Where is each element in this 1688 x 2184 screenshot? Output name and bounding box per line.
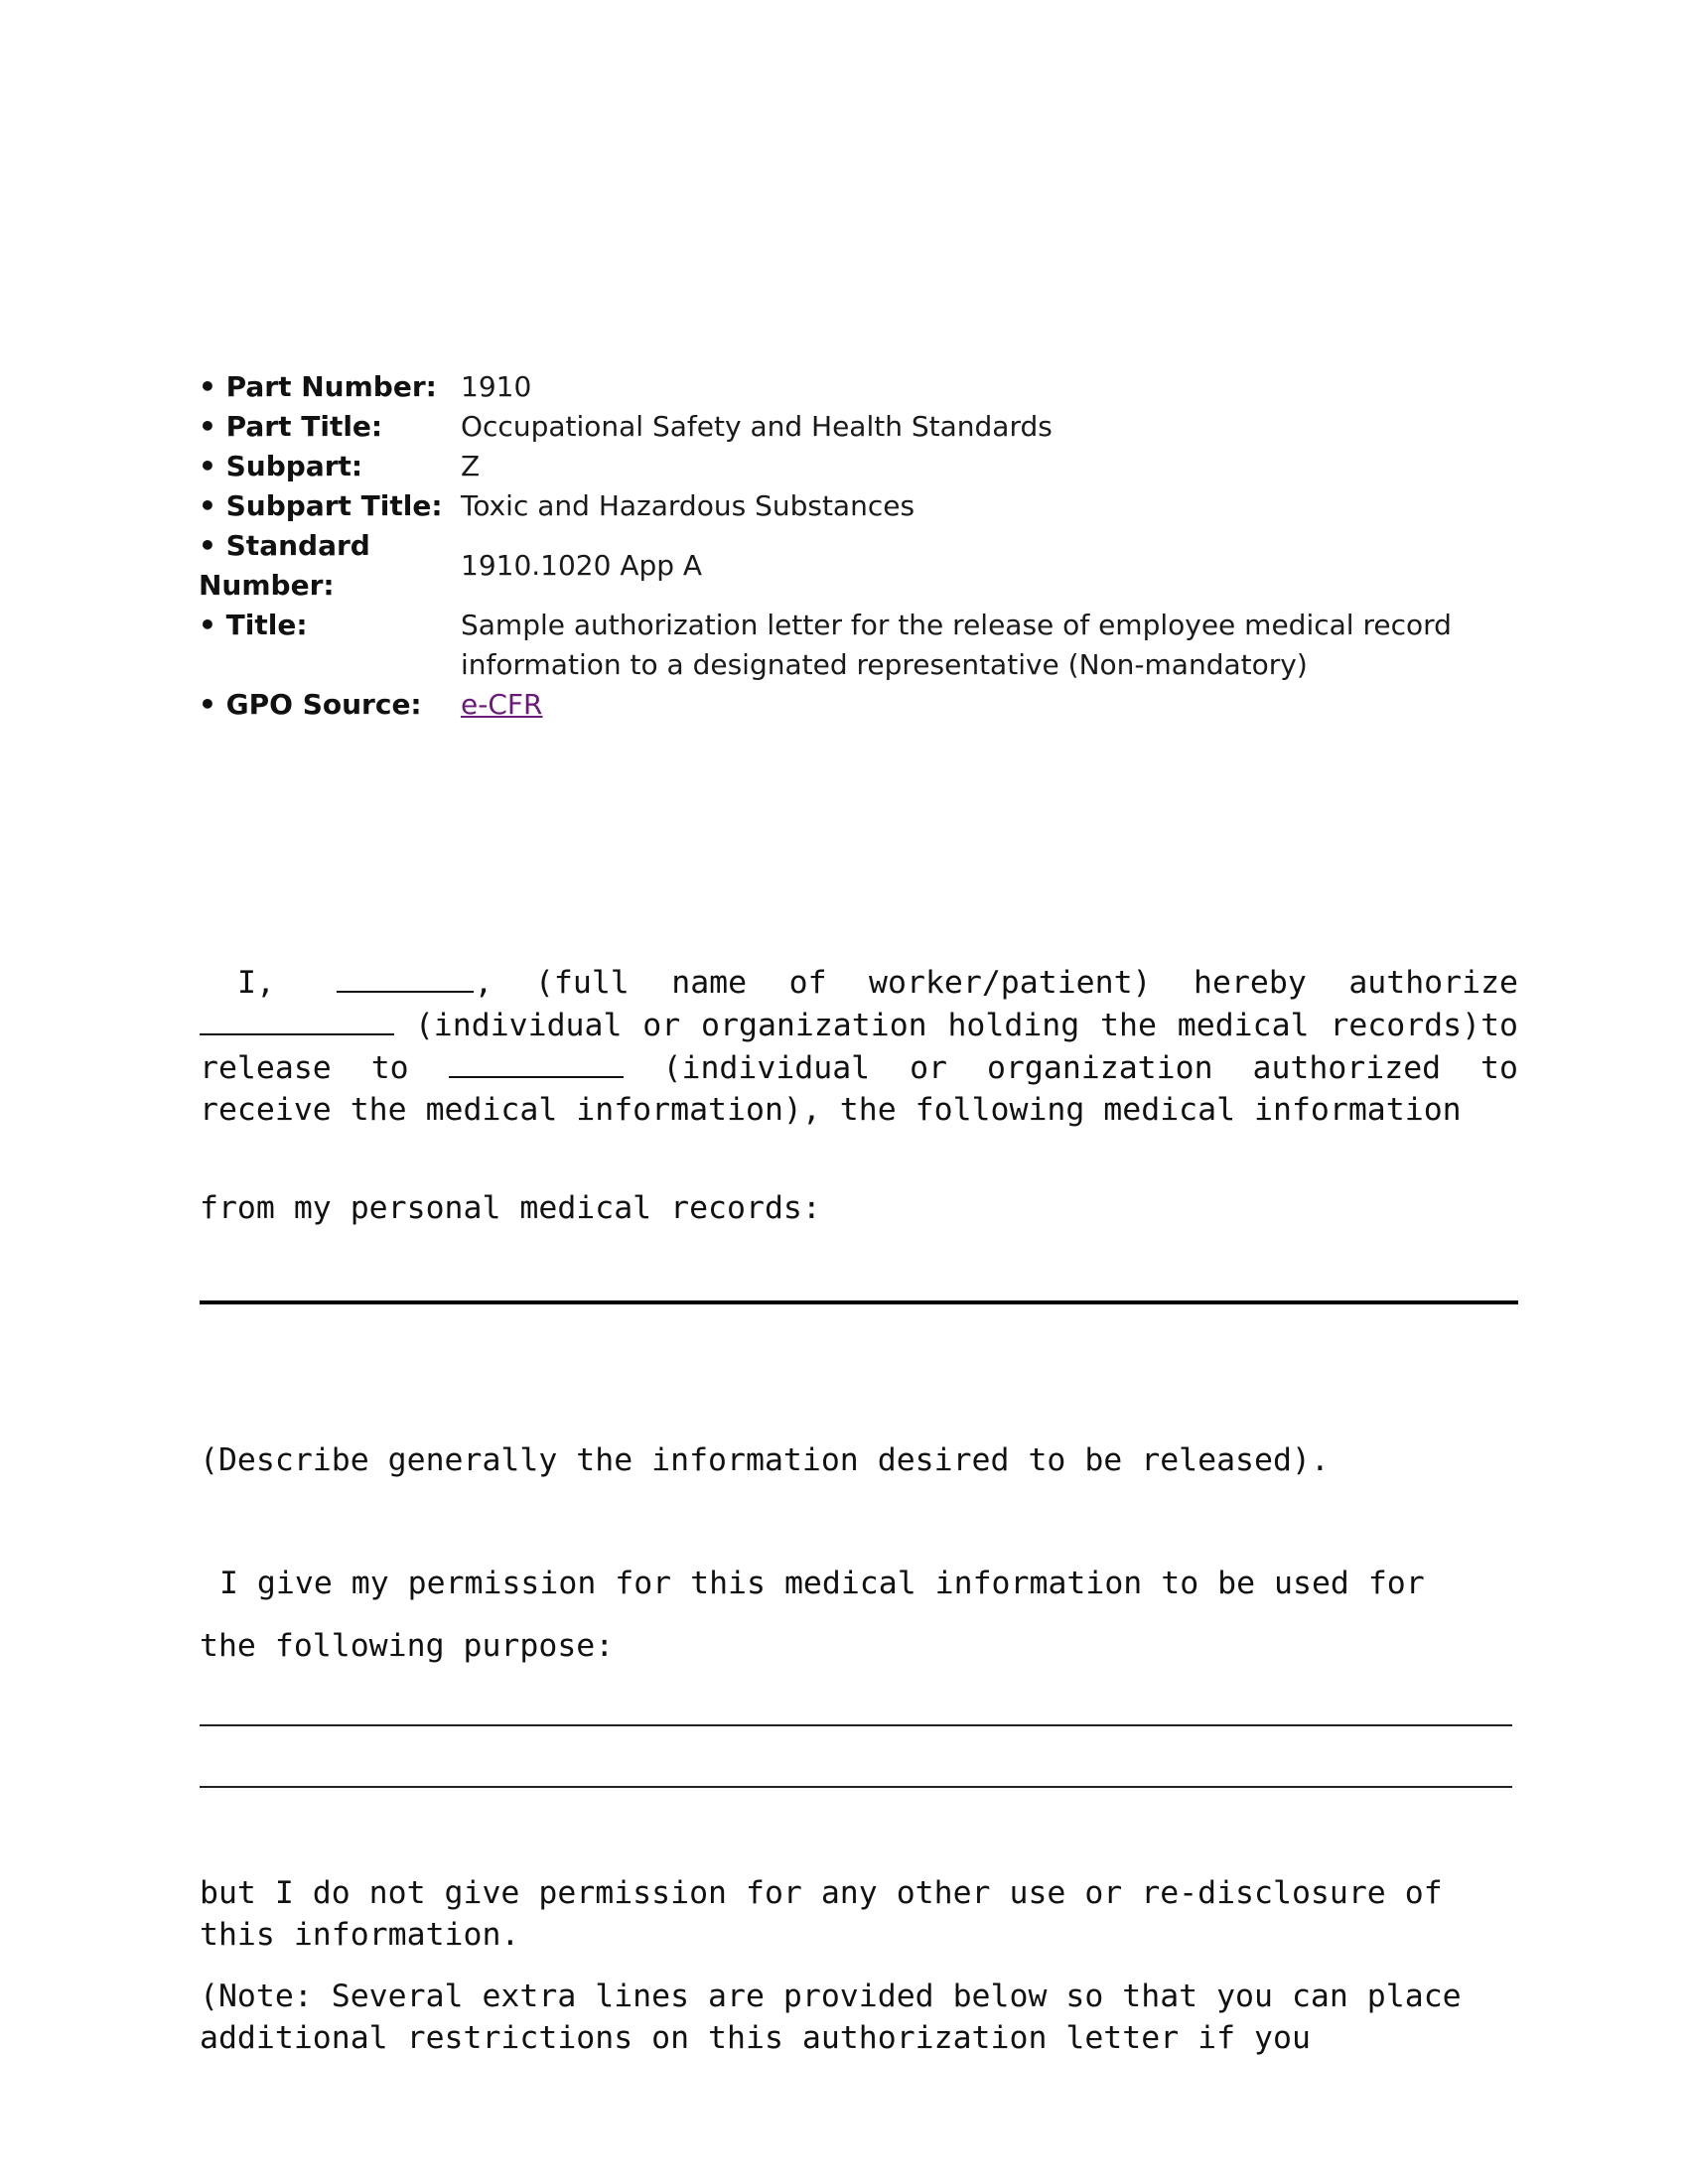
letter-paragraph: (Describe generally the information desired to be released). xyxy=(200,1442,1330,1478)
authorization-paragraph xyxy=(200,961,1518,1131)
meta-label: • Part Title: xyxy=(199,410,383,443)
meta-label: • Standard Number: xyxy=(199,529,370,602)
meta-value: Toxic and Hazardous Substances xyxy=(461,489,915,522)
meta-label: • Subpart: xyxy=(199,450,363,482)
letter-paragraph: from my personal medical records: xyxy=(200,1190,821,1226)
letter-paragraph: (Note: Several extra lines are provided below so that you can place additional restrictions on this authorization letter if you xyxy=(200,1979,1462,2056)
meta-row-part-title xyxy=(199,407,1519,447)
letter-paragraph: the following purpose: xyxy=(200,1628,615,1664)
meta-row-subpart xyxy=(199,447,1519,486)
meta-label: • GPO Source: xyxy=(199,688,422,721)
letter-text: (individual or organization authorized to receive the medical information), the following medical information xyxy=(200,1050,1518,1128)
letter-text: , (full name of worker/patient) hereby authorize xyxy=(474,965,1518,1001)
meta-value: Sample authorization letter for the release of employee medical record information to a designated representative (Non-mandatory) xyxy=(461,609,1452,681)
meta-row-standard-number xyxy=(199,526,1519,606)
meta-row-title xyxy=(199,606,1519,685)
meta-value: 1910 xyxy=(461,370,532,403)
meta-row-gpo-source xyxy=(199,685,1519,725)
purpose-line[interactable] xyxy=(200,1724,1512,1726)
record-holder-blank[interactable] xyxy=(200,1004,394,1035)
meta-value xyxy=(461,685,1519,725)
meta-value: 1910.1020 App A xyxy=(461,549,703,582)
meta-value: Z xyxy=(461,450,481,482)
purpose-line[interactable] xyxy=(200,1786,1512,1788)
information-description-line[interactable] xyxy=(200,1300,1518,1304)
recipient-blank[interactable] xyxy=(449,1046,624,1078)
meta-value: Occupational Safety and Health Standards xyxy=(461,410,1053,443)
worker-name-blank[interactable] xyxy=(337,961,474,993)
letter-paragraph: but I do not give permission for any other use or re-disclosure of this information. xyxy=(200,1875,1443,1953)
meta-label: • Title: xyxy=(199,609,308,641)
letter-paragraph: I give my permission for this medical information to be used for xyxy=(219,1566,1425,1601)
meta-row-subpart-title xyxy=(199,486,1519,526)
ecfr-link[interactable]: e-CFR xyxy=(461,688,543,721)
meta-row-part-number xyxy=(199,367,1519,407)
meta-label: • Subpart Title: xyxy=(199,489,443,522)
letter-text: I, xyxy=(237,965,275,1001)
document-metadata xyxy=(199,367,1519,725)
letter-text: (individual or organization holding the medical records)to release to xyxy=(200,1008,1519,1086)
meta-label: • Part Number: xyxy=(199,370,437,403)
